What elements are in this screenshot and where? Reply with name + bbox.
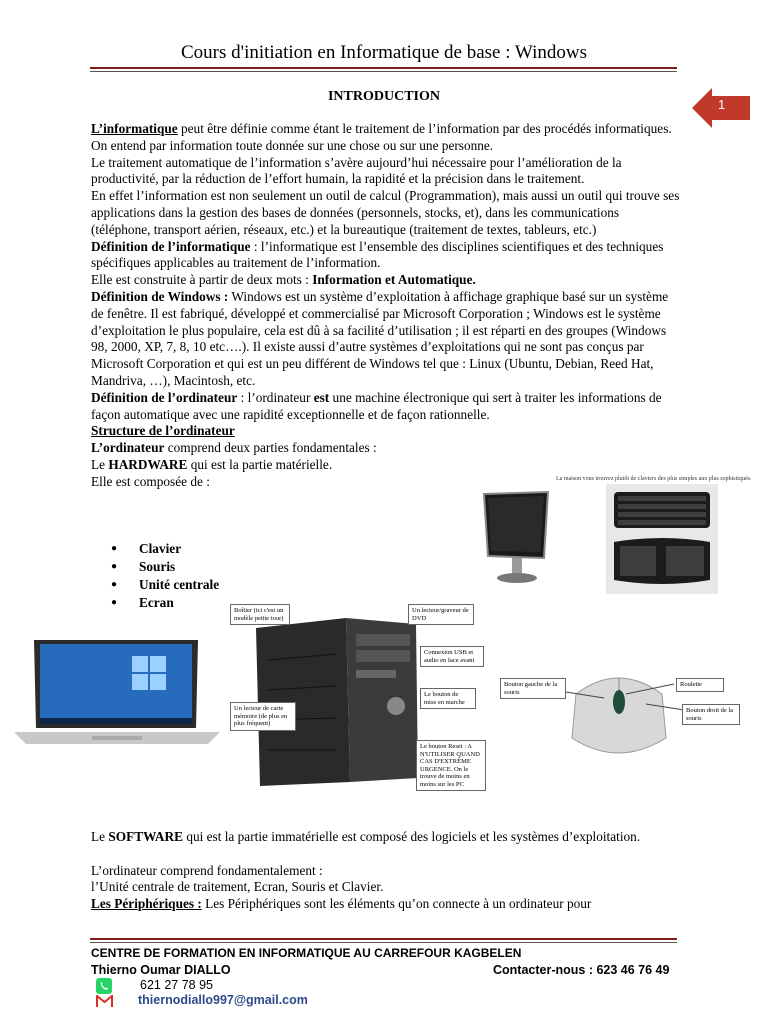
hardware-bold: HARDWARE: [108, 456, 188, 472]
def-windows-text: Windows est un système d’exploitation à affichage graphique basé sur un système de fenêtre. Il est fabriqué, développé et commercialisé par Microsoft Corporation ; Windows est le système d’exploitation le plus populaire, cela est dû à sa facilité d’utilisation ; il est réparti en des groupes (Windows 98, 2000, XP, 7, 8, 10 etc….). Il existe aussi d’autre systèmes d’exploitations qui ne sont pas conçus par Microsoft Corporation et qui est un peu différent de Windows tel que : Linux (Ubuntu, Debian, Reed Hat, Mandriva, …), Macintosh, etc.: [91, 288, 669, 388]
def-ordinateur-label: Définition de l’ordinateur: [91, 389, 238, 405]
fundamental-line1: L’ordinateur comprend fondamentalement :: [91, 862, 323, 878]
peripheriques-label: Les Périphériques :: [91, 896, 202, 912]
def-windows-label: Définition de Windows :: [91, 288, 229, 304]
deux-mots-text: Elle est construite à partir de deux mots :: [91, 272, 313, 288]
mouse-callout-right: Bouton droit de la souris: [682, 704, 740, 725]
software-text: qui est la partie immatérielle est composé des logiciels et les systèmes d’exploitation.: [183, 829, 641, 844]
deux-mots-bold: Information et Automatique.: [312, 272, 476, 288]
mouse-callout-wheel: Roulette: [676, 678, 724, 692]
intro-p2: Le traitement automatique de l’information s’avère aujourd’hui nécessaire pour l’amélioration de la productivité, par la réduction de l’effort humain, la rapidité et la précision dans le traitement.: [91, 154, 622, 187]
software-a: Le: [91, 829, 109, 844]
structure-line1-bold: L’ordinateur: [91, 440, 165, 456]
laptop-image: [12, 636, 222, 748]
document-title: Cours d'initiation en Informatique de base : Windows: [181, 42, 587, 63]
mouse-callout-left: Bouton gauche de la souris: [500, 678, 566, 699]
footer-email[interactable]: thiernodiallo997@gmail.com: [138, 993, 308, 1007]
tower-callout-boitier: Boîtier (ici c'est un modèle petite tour): [230, 604, 290, 625]
footer-rule: [90, 938, 677, 940]
gmail-icon: [96, 995, 113, 1008]
list-item: ● Souris: [111, 558, 219, 576]
footer-organization: CENTRE DE FORMATION EN INFORMATIQUE AU CARREFOUR KAGBELEN: [91, 946, 522, 960]
footer-rule-thin: [90, 942, 677, 943]
intro-p3: En effet l’information est non seulement un outil de calcul (Programmation), mais aussi un outil qui trouve ses applications dans la gestion des bases de données (personnels, stocks, et), dans les communications (téléphone, transport aérien, réseaux, etc.) et la bureautique (traitement de textes, tableurs, etc.): [91, 188, 680, 237]
footer-author: Thierno Oumar DIALLO: [91, 963, 231, 977]
tower-callout-card-reader: Un lecteur de carte mémoire (de plus en plus fréquent): [230, 702, 296, 731]
peripheriques-text: Les Périphériques sont les éléments qu’on connecte à un ordinateur pour: [201, 896, 592, 912]
tower-callout-power: Le bouton de mise en marche: [420, 688, 476, 709]
def-ordinateur-est: est: [313, 389, 330, 405]
list-item: ● Clavier: [111, 540, 219, 558]
list-item: ● Unité centrale: [111, 576, 219, 594]
whatsapp-icon: [96, 978, 112, 994]
monitor-image: [478, 490, 550, 590]
footer-phone: 621 27 78 95: [140, 978, 213, 992]
structure-line2-text: qui est la partie matérielle.: [187, 456, 333, 472]
tower-callout-reset: Le bouton Reset : A N'UTILISER QUAND CAS D'EXTRÊME URGENCE. On le trouve de moins en moins sur les PC: [416, 740, 486, 791]
software-section: [91, 829, 681, 913]
header-rule-thin: [90, 71, 677, 72]
intro-p1: peut être définie comme étant le traitement de l’information par des procédés informatiques. On entend par information toute donnée sur une chose ou sur une personne.: [91, 121, 672, 153]
hardware-parts-list: [111, 540, 219, 612]
structure-line1-text: comprend deux parties fondamentales :: [164, 440, 377, 456]
def-informatique-label: Définition de l’informatique: [91, 238, 251, 254]
structure-line3: Elle est composée de :: [91, 473, 210, 489]
structure-heading: Structure de l’ordinateur: [91, 423, 235, 439]
keyboards-image: [606, 484, 718, 594]
page-number: 1: [718, 97, 726, 112]
keyboard-caption: La maison vous trouvez plutôt de claviers des plus simples aux plus sophistiqués.: [556, 476, 752, 482]
section-heading: INTRODUCTION: [327, 89, 440, 104]
footer-contact: Contacter-nous : 623 46 76 49: [493, 963, 670, 977]
intro-body: [91, 121, 681, 491]
software-bold: SOFTWARE: [108, 829, 183, 844]
def-informatique-text: : l’informatique est l’ensemble des disciplines scientifiques et des techniques spécifiques applicables au traitement de l’information.: [91, 238, 664, 271]
tower-callout-usb: Connexion USB et audio en face avant: [420, 646, 484, 667]
list-item: ● Ecran: [111, 594, 219, 612]
structure-line2-a: Le: [91, 456, 109, 472]
header-rule: [90, 67, 677, 69]
tower-callout-dvd: Un lecteur/graveur de DVD: [408, 604, 474, 625]
def-ordinateur-text-b: une machine électronique qui sert à traiter les informations de façon automatique avec une rapidité exceptionnelle et de façon rationnelle.: [91, 389, 662, 422]
fundamental-line2: l’Unité centrale de traitement, Ecran, Souris et Clavier.: [91, 879, 384, 895]
term-informatique: L’informatique: [91, 121, 178, 136]
def-ordinateur-text-a: : l’ordinateur: [237, 389, 314, 405]
